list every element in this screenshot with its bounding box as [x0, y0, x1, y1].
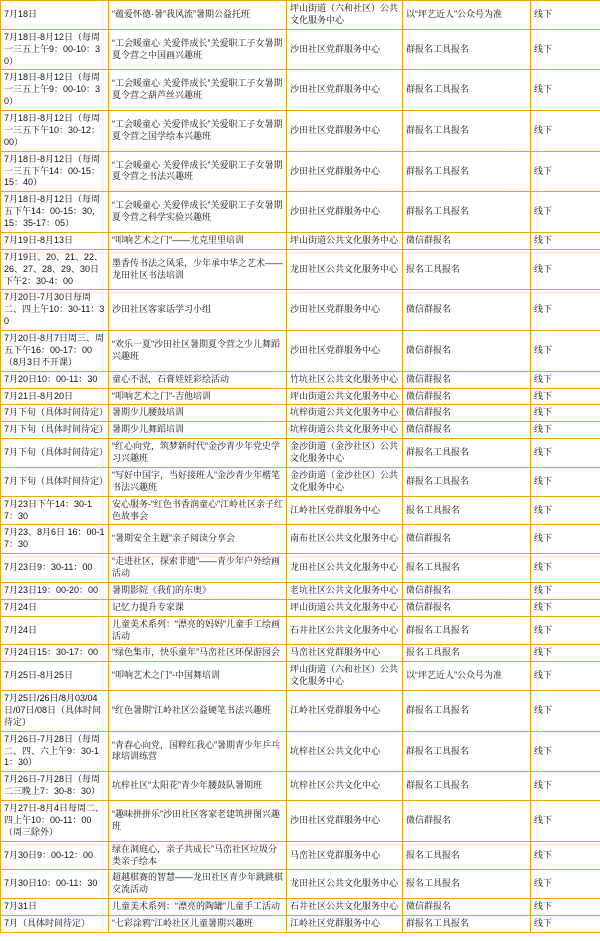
cell-activity-name: “暑期安全主题”亲子阅读分享会 — [109, 525, 287, 554]
cell-activity-name: 暑期影院《我们的东奥》 — [109, 582, 287, 599]
cell-date: 7月31日 — [1, 899, 109, 916]
table-row — [1, 388, 600, 405]
cell-activity-name: “工会暖童心 关爱伴成长”关爱职工子女暑期夏令营之科学实验兴趣班 — [109, 192, 287, 233]
cell-online-offline: 线下 — [531, 331, 600, 372]
cell-location: 坪山街道公共文化服务中心 — [287, 599, 403, 616]
cell-online-offline: 线下 — [531, 731, 600, 772]
cell-online-offline: 线下 — [531, 662, 600, 691]
cell-activity-name: “红心向党，筑梦新时代”金沙青少年党史学习兴趣班 — [109, 439, 287, 468]
cell-activity-name: “红色暑期”江岭社区公益硬笔书法兴趣班 — [109, 691, 287, 732]
table-row — [1, 554, 600, 583]
table-row — [1, 691, 600, 732]
cell-date: 7月18日-8月12日（每周五下午14：00-15：30，15：35-17：05） — [1, 192, 109, 233]
table-row — [1, 192, 600, 233]
cell-signup-method: 微信群报名 — [403, 331, 531, 372]
cell-signup-method: 群报名工具报名 — [403, 691, 531, 732]
cell-online-offline: 线下 — [531, 916, 600, 933]
cell-online-offline: 线下 — [531, 371, 600, 388]
cell-activity-name: 沙田社区客家话学习小组 — [109, 290, 287, 331]
table-row — [1, 525, 600, 554]
cell-online-offline: 线下 — [531, 422, 600, 439]
cell-location: 坪山街道（六和社区）公共文化服务中心 — [287, 662, 403, 691]
table-row — [1, 801, 600, 842]
cell-activity-name: 安心服务-“红色书香润童心”江岭社区亲子红色故事会 — [109, 496, 287, 525]
table-row — [1, 599, 600, 616]
cell-online-offline: 线下 — [531, 388, 600, 405]
cell-activity-name: “蕴爱怀德·暑”我风流”暑期公益托班 — [109, 1, 287, 30]
cell-location: 沙田社区党群服务中心 — [287, 331, 403, 372]
cell-date: 7月26日-7月28日（每周二三晚上7：30-8：30） — [1, 772, 109, 801]
table-row — [1, 151, 600, 192]
cell-location: 南布社区公共文化服务中心 — [287, 525, 403, 554]
cell-location: 坑梓社区公共文化中心 — [287, 731, 403, 772]
cell-date: 7月25日-8月25日 — [1, 662, 109, 691]
cell-signup-method: 微信群报名 — [403, 388, 531, 405]
cell-location: 沙田社区党群服务中心 — [287, 192, 403, 233]
cell-location: 江岭社区党群服务中心 — [287, 916, 403, 933]
cell-location: 坑梓街道公共文化服务中心 — [287, 405, 403, 422]
cell-date: 7月30日10：00-11：30 — [1, 870, 109, 899]
cell-date: 7月25日/26日/8月03/04日/07日/08日（具体时间待定） — [1, 691, 109, 732]
cell-signup-method: 报名工具报名 — [403, 841, 531, 870]
cell-location: 金沙街道（金沙社区）公共文化服务中心 — [287, 467, 403, 496]
cell-activity-name: “工会暖童心 关爱伴成长”关爱职工子女暑期夏令营之书法兴趣班 — [109, 151, 287, 192]
table-row — [1, 290, 600, 331]
table-row — [1, 772, 600, 801]
table-row — [1, 467, 600, 496]
cell-activity-name: “趣味拼拼乐”沙田社区客家老建筑拼图兴趣班 — [109, 801, 287, 842]
cell-signup-method: 微信群报名 — [403, 599, 531, 616]
cell-activity-name: 绿在洞庭心，亲子共成长”马峦社区垃圾分类亲子绘本 — [109, 841, 287, 870]
cell-location: 沙田社区党群服务中心 — [287, 290, 403, 331]
cell-location: 沙田社区党群服务中心 — [287, 70, 403, 111]
cell-online-offline: 线下 — [531, 70, 600, 111]
cell-location: 马峦社区党群服务中心 — [287, 645, 403, 662]
table-row — [1, 1, 600, 30]
cell-date: 7月18日-8月12日（每周一三五下午10：30-12：00） — [1, 111, 109, 152]
table-row — [1, 582, 600, 599]
cell-location: 江岭社区党群服务中心 — [287, 691, 403, 732]
cell-online-offline: 线下 — [531, 582, 600, 599]
cell-date: 7月（具体时间待定） — [1, 916, 109, 933]
cell-activity-name: “青春心向党，国粹红我心”暑期青少年乒乓球培训练营 — [109, 731, 287, 772]
cell-date: 7月30日9：00-12：00 — [1, 841, 109, 870]
cell-signup-method: 报名工具报名 — [403, 645, 531, 662]
cell-online-offline: 线下 — [531, 870, 600, 899]
cell-date: 7月下旬（具体时间待定） — [1, 439, 109, 468]
cell-location: 坪山街道（六和社区）公共文化服务中心 — [287, 1, 403, 30]
cell-activity-name: “工会暖童心 关爱伴成长”关爱职工子女暑期夏令营之中国画兴趣班 — [109, 29, 287, 70]
cell-date: 7月下旬（具体时间待定） — [1, 467, 109, 496]
table-row — [1, 899, 600, 916]
cell-location: 沙田社区党群服务中心 — [287, 111, 403, 152]
cell-location: 马峦社区党群服务中心 — [287, 841, 403, 870]
cell-signup-method: 群报名工具报名 — [403, 29, 531, 70]
cell-date: 7月24日 — [1, 616, 109, 645]
cell-signup-method: 微信群报名 — [403, 801, 531, 842]
cell-activity-name: 暑期少儿舞蹈培训 — [109, 422, 287, 439]
cell-signup-method: 微信群报名 — [403, 899, 531, 916]
cell-online-offline: 线下 — [531, 405, 600, 422]
cell-signup-method: 微信群报名 — [403, 290, 531, 331]
cell-date: 7月下旬（具体时间待定） — [1, 422, 109, 439]
cell-date: 7月18日-8月12日（每周一三五上午9：00-10：30） — [1, 70, 109, 111]
cell-signup-method: 报名工具报名 — [403, 496, 531, 525]
cell-signup-method: 微信群报名 — [403, 232, 531, 249]
cell-activity-name: “叩响艺术之门”-吉他培训 — [109, 388, 287, 405]
cell-online-offline: 线下 — [531, 691, 600, 732]
cell-activity-name: 墨香传书法之风采，少年承中华之艺术——龙田社区书法培训 — [109, 249, 287, 290]
cell-date: 7月24日15：30-17：00 — [1, 645, 109, 662]
cell-date: 7月23、8月6日 16：00-17：30 — [1, 525, 109, 554]
cell-date: 7月21日-8月20日 — [1, 388, 109, 405]
cell-online-offline: 线下 — [531, 496, 600, 525]
table-row — [1, 371, 600, 388]
cell-online-offline: 线下 — [531, 801, 600, 842]
cell-signup-method: 群报名工具报名 — [403, 772, 531, 801]
cell-activity-name: “欢乐一夏”沙田社区暑期夏令营之少儿舞蹈兴趣班 — [109, 331, 287, 372]
cell-activity-name: “绿色集市，快乐童年”马峦社区环保游园会 — [109, 645, 287, 662]
cell-online-offline: 线下 — [531, 29, 600, 70]
cell-signup-method: 群报名工具报名 — [403, 151, 531, 192]
table-row — [1, 405, 600, 422]
cell-date: 7月27日-8月4日每周二、四上午10：00-11：00（周三除外） — [1, 801, 109, 842]
table-row — [1, 422, 600, 439]
cell-online-offline: 线下 — [531, 525, 600, 554]
cell-activity-name: “叩响艺术之门”——尤克里里培训 — [109, 232, 287, 249]
cell-activity-name: “写好中国字，当好接班人”金沙青少年楷笔书法兴趣班 — [109, 467, 287, 496]
cell-signup-method: 微信群报名 — [403, 422, 531, 439]
table-row — [1, 496, 600, 525]
cell-date: 7月20日-8月7日周三、周五下午16：00-17：00（8月3日不开课） — [1, 331, 109, 372]
cell-online-offline: 线下 — [531, 841, 600, 870]
table-row — [1, 870, 600, 899]
cell-location: 坑梓街道公共文化服务中心 — [287, 422, 403, 439]
cell-online-offline: 线下 — [531, 554, 600, 583]
cell-date: 7月23日9：30-11：00 — [1, 554, 109, 583]
cell-activity-name: “工会暖童心 关爱伴成长”关爱职工子女暑期夏令营之国学绘本兴趣班 — [109, 111, 287, 152]
cell-activity-name: “七彩涂鸦”江岭社区儿童暑期兴趣班 — [109, 916, 287, 933]
cell-date: 7月18日 — [1, 1, 109, 30]
cell-location: 坪山街道公共文化服务中心 — [287, 388, 403, 405]
table-row — [1, 645, 600, 662]
cell-location: 坑梓社区公共文化中心 — [287, 772, 403, 801]
cell-activity-name: “叩响艺术之门”-中国舞培训 — [109, 662, 287, 691]
cell-signup-method: 群报名工具报名 — [403, 111, 531, 152]
cell-signup-method: 以“坪艺近人”公众号为准 — [403, 1, 531, 30]
cell-online-offline: 线下 — [531, 439, 600, 468]
cell-location: 老坑社区公共文化服务中心 — [287, 582, 403, 599]
cell-activity-name: 儿童美术系列：“漂亮的妈妈”儿童手工绘画活动 — [109, 616, 287, 645]
cell-online-offline: 线下 — [531, 1, 600, 30]
cell-signup-method: 微信群报名 — [403, 371, 531, 388]
cell-signup-method: 报名工具报名 — [403, 249, 531, 290]
cell-date: 7月24日 — [1, 599, 109, 616]
cell-signup-method: 群报名工具报名 — [403, 192, 531, 233]
cell-location: 龙田社区公共文化服务中心 — [287, 554, 403, 583]
cell-online-offline: 线下 — [531, 151, 600, 192]
table-row — [1, 616, 600, 645]
cell-online-offline: 线下 — [531, 645, 600, 662]
cell-online-offline: 线下 — [531, 599, 600, 616]
cell-date: 7月18日-8月12日（每周一三五下午14：00-15：15：40） — [1, 151, 109, 192]
table-row — [1, 249, 600, 290]
table-row — [1, 916, 600, 933]
table-row — [1, 111, 600, 152]
cell-location: 龙田社区公共文化服务中心 — [287, 870, 403, 899]
cell-signup-method: 以“坪艺近人”公众号为准 — [403, 662, 531, 691]
cell-location: 沙田社区党群服务中心 — [287, 29, 403, 70]
cell-date: 7月23日下午14：30-17：30 — [1, 496, 109, 525]
cell-online-offline: 线下 — [531, 232, 600, 249]
cell-location: 坪山街道公共文化服务中心 — [287, 232, 403, 249]
cell-online-offline: 线下 — [531, 772, 600, 801]
cell-online-offline: 线下 — [531, 249, 600, 290]
table-row — [1, 662, 600, 691]
table-row — [1, 232, 600, 249]
cell-date: 7月20日-7月30日每周二、四上午10：30-11：30 — [1, 290, 109, 331]
cell-online-offline: 线下 — [531, 616, 600, 645]
cell-location: 沙田社区党群服务中心 — [287, 801, 403, 842]
cell-signup-method: 报名工具报名 — [403, 870, 531, 899]
cell-signup-method: 微信群报名 — [403, 525, 531, 554]
cell-signup-method: 群报名工具报名 — [403, 439, 531, 468]
cell-signup-method: 群报名工具报名 — [403, 467, 531, 496]
table-row — [1, 70, 600, 111]
cell-date: 7月20日10：00-11：30 — [1, 371, 109, 388]
cell-activity-name: 儿童美术系列：“漂亮的陶罐”儿童手工活动 — [109, 899, 287, 916]
cell-date: 7月23日19：00-20：00 — [1, 582, 109, 599]
cell-date: 7月26日-7月28日（每周二、四、六上午9：30-11：30） — [1, 731, 109, 772]
table-row — [1, 331, 600, 372]
cell-activity-name: 坑梓社区“太阳花”青少年腰鼓队暑期班 — [109, 772, 287, 801]
cell-signup-method: 报名工具报名 — [403, 554, 531, 583]
table-body — [1, 1, 600, 933]
cell-date: 7月19日、20、21、22、26、27、28、29、30日下午2：30-4：00 — [1, 249, 109, 290]
cell-signup-method: 群报名工具报名 — [403, 616, 531, 645]
cell-signup-method: 群报名工具报名 — [403, 731, 531, 772]
cell-date: 7月19日-8月13日 — [1, 232, 109, 249]
cell-location: 龙田社区公共文化服务中心 — [287, 249, 403, 290]
cell-signup-method: 微信群报名 — [403, 405, 531, 422]
cell-date: 7月18日-8月12日（每周一三五上午9：00-10：30） — [1, 29, 109, 70]
cell-activity-name: 暑期少儿腰鼓培训 — [109, 405, 287, 422]
cell-online-offline: 线下 — [531, 290, 600, 331]
cell-activity-name: 超越棋赛的智慧——龙田社区青少年跳跳棋交流活动 — [109, 870, 287, 899]
cell-date: 7月下旬（具体时间待定） — [1, 405, 109, 422]
cell-activity-name: 童心不泯，石膏娃娃彩绘活动 — [109, 371, 287, 388]
cell-location: 竹坑社区公共文化服务中心 — [287, 371, 403, 388]
cell-location: 金沙街道（金沙社区）公共文化服务中心 — [287, 439, 403, 468]
cell-activity-name: 记忆力提升专家课 — [109, 599, 287, 616]
cell-location: 沙田社区党群服务中心 — [287, 151, 403, 192]
cell-online-offline: 线下 — [531, 111, 600, 152]
cell-activity-name: “工会暖童心 关爱伴成长”关爱职工子女暑期夏令营之葫芦丝兴趣班 — [109, 70, 287, 111]
cell-online-offline: 线下 — [531, 192, 600, 233]
table-row — [1, 731, 600, 772]
cell-online-offline: 线下 — [531, 467, 600, 496]
table-row — [1, 439, 600, 468]
cell-signup-method: 群报名工具报名 — [403, 70, 531, 111]
cell-location: 石井社区公共文化服务中心 — [287, 899, 403, 916]
cell-location: 石井社区公共文化服务中心 — [287, 616, 403, 645]
cell-signup-method: 微信群报名 — [403, 582, 531, 599]
table-row — [1, 29, 600, 70]
table-row — [1, 841, 600, 870]
cell-online-offline: 线下 — [531, 899, 600, 916]
cell-location: 江岭社区党群服务中心 — [287, 496, 403, 525]
cell-signup-method: 群报名工具报名 — [403, 916, 531, 933]
cell-activity-name: “走进社区，探索非遗”——青少年户外绘画活动 — [109, 554, 287, 583]
